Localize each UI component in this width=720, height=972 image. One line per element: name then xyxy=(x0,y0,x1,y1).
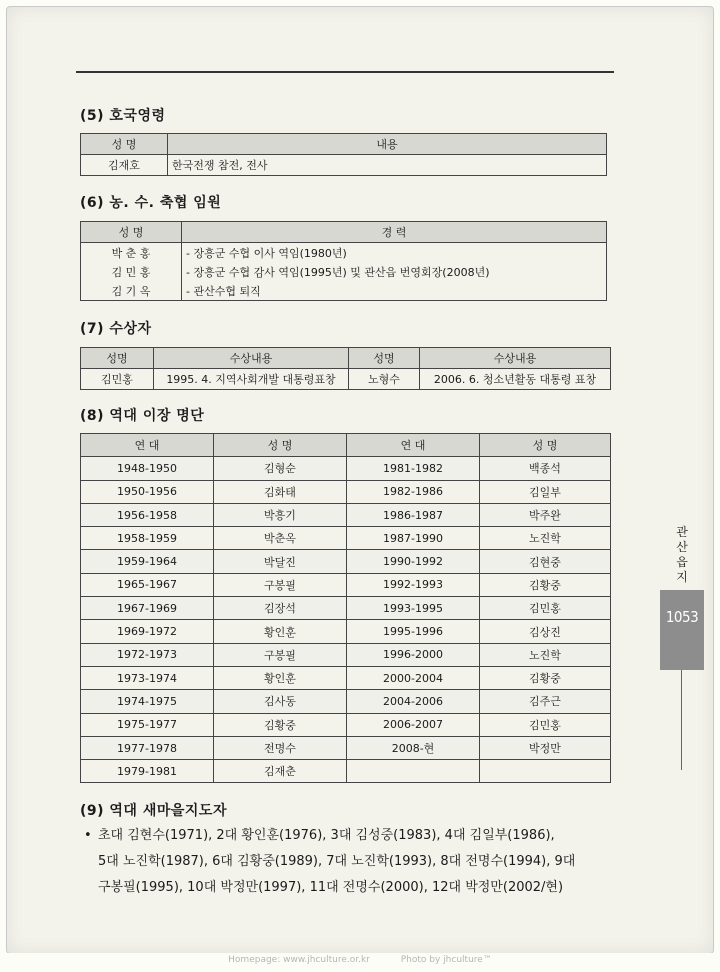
footer-homepage: Homepage: www.jhculture.or.kr xyxy=(228,955,370,965)
cell-period: 1981-1982 xyxy=(347,457,480,480)
section-5-title: (5) 호국영령 xyxy=(80,108,166,124)
cell-period: 1986-1987 xyxy=(347,503,480,526)
table-row xyxy=(81,550,611,573)
page-number-tab xyxy=(660,590,704,670)
cell-name: 박주완 xyxy=(480,503,611,526)
header-rule xyxy=(76,71,614,73)
cell-award: 2006. 6. 청소년활동 대통령 표창 xyxy=(420,369,611,390)
cell-name: 김상진 xyxy=(480,620,611,643)
cell-period: 1967-1969 xyxy=(81,597,214,620)
table-row xyxy=(81,620,611,643)
cell-period: 1977-1978 xyxy=(81,736,214,759)
cell-name: 박 춘 홍 xyxy=(81,243,182,263)
cell-name: 김형순 xyxy=(214,457,347,480)
table-row xyxy=(81,369,611,390)
text-line: • 초대 김현수(1971), 2대 황인훈(1976), 3대 김성중(1983), 4대 김일부(1986), xyxy=(84,823,624,849)
cell-name: 박정만 xyxy=(480,736,611,759)
cell-name: 김민홍 xyxy=(81,369,154,390)
section-9-title: (9) 역대 새마을지도자 xyxy=(80,803,227,819)
section-6-title: (6) 농. 수. 축협 임원 xyxy=(80,195,222,211)
memorial-table xyxy=(80,133,607,176)
cell-name: 김황중 xyxy=(480,666,611,689)
page-number: 1053 xyxy=(665,608,699,626)
col-header-name: 성명 xyxy=(349,348,420,369)
cell-name: 김장석 xyxy=(214,597,347,620)
cell-period: 1948-1950 xyxy=(81,457,214,480)
cell-period xyxy=(347,760,480,783)
cell-name: 전명수 xyxy=(214,736,347,759)
cell-name: 노진학 xyxy=(480,643,611,666)
cell-period: 1996-2000 xyxy=(347,643,480,666)
cell-period: 1992-1993 xyxy=(347,573,480,596)
cell-career: - 장흥군 수협 감사 역임(1995년) 및 관산읍 번영회장(2008년) xyxy=(182,262,607,281)
col-header-period: 연 대 xyxy=(347,434,480,457)
table-row xyxy=(81,690,611,713)
section-8-title: (8) 역대 이장 명단 xyxy=(80,408,205,424)
table-row xyxy=(81,480,611,503)
col-header-name: 성 명 xyxy=(214,434,347,457)
table-row xyxy=(81,243,607,263)
cell-name: 노형수 xyxy=(349,369,420,390)
cell-name: 노진학 xyxy=(480,527,611,550)
table-row xyxy=(81,713,611,736)
cell-period: 1950-1956 xyxy=(81,480,214,503)
cell-name: 김민홍 xyxy=(480,713,611,736)
cell-name: 김재춘 xyxy=(214,760,347,783)
cell-name: 김화태 xyxy=(214,480,347,503)
cell-content: 한국전쟁 참전, 전사 xyxy=(168,155,607,176)
cell-name: 김민홍 xyxy=(480,597,611,620)
book-title-vertical: 관 산 읍 지 xyxy=(676,525,688,584)
cell-period: 1987-1990 xyxy=(347,527,480,550)
col-header-name: 성 명 xyxy=(480,434,611,457)
cell-period: 2008-현 xyxy=(347,736,480,759)
footer xyxy=(0,953,720,972)
table-row xyxy=(81,262,607,281)
cell-name: 김 민 홍 xyxy=(81,262,182,281)
col-header-award: 수상내용 xyxy=(420,348,611,369)
cell-period: 1972-1973 xyxy=(81,643,214,666)
cell-period: 1958-1959 xyxy=(81,527,214,550)
cell-name: 김재호 xyxy=(81,155,168,176)
col-header-name: 성명 xyxy=(81,348,154,369)
cell-award: 1995. 4. 지역사회개발 대통령표창 xyxy=(154,369,349,390)
cell-period: 1995-1996 xyxy=(347,620,480,643)
cell-name: 김현중 xyxy=(480,550,611,573)
col-header-name: 성 명 xyxy=(81,134,168,155)
cell-name: 박달진 xyxy=(214,550,347,573)
cooperative-officers-table xyxy=(80,221,607,301)
cell-period: 1969-1972 xyxy=(81,620,214,643)
table-row xyxy=(81,457,611,480)
cell-name: 김일부 xyxy=(480,480,611,503)
cell-career: - 장흥군 수협 이사 역임(1980년) xyxy=(182,243,607,263)
table-row xyxy=(81,573,611,596)
cell-name: 박흥기 xyxy=(214,503,347,526)
text-line: 구봉필(1995), 10대 박정만(1997), 11대 전명수(2000), 12대 박정만(2002/현) xyxy=(98,880,564,895)
table-row xyxy=(81,643,611,666)
col-header-period: 연 대 xyxy=(81,434,214,457)
cell-period: 1956-1958 xyxy=(81,503,214,526)
table-row xyxy=(81,503,611,526)
cell-name: 황인훈 xyxy=(214,666,347,689)
col-header-content: 내용 xyxy=(168,134,607,155)
table-row xyxy=(81,760,611,783)
section-7-title: (7) 수상자 xyxy=(80,321,152,337)
cell-period: 2004-2006 xyxy=(347,690,480,713)
cell-period: 1975-1977 xyxy=(81,713,214,736)
bullet: • xyxy=(84,828,92,843)
cell-name: 박춘옥 xyxy=(214,527,347,550)
cell-period: 1979-1981 xyxy=(81,760,214,783)
cell-name: 구봉필 xyxy=(214,573,347,596)
cell-name: 김황중 xyxy=(214,713,347,736)
cell-period: 1974-1975 xyxy=(81,690,214,713)
cell-name: 김주근 xyxy=(480,690,611,713)
cell-name: 김 기 옥 xyxy=(81,281,182,301)
cell-period: 2006-2007 xyxy=(347,713,480,736)
cell-period: 1973-1974 xyxy=(81,666,214,689)
table-row xyxy=(81,155,607,176)
footer-photo: Photo by jhculture™ xyxy=(400,955,492,965)
col-header-name: 성 명 xyxy=(81,222,182,243)
cell-name xyxy=(480,760,611,783)
cell-period: 1959-1964 xyxy=(81,550,214,573)
cell-period: 1965-1967 xyxy=(81,573,214,596)
table-row xyxy=(81,281,607,301)
cell-name: 김황중 xyxy=(480,573,611,596)
village-chief-table xyxy=(80,433,611,783)
cell-period: 1993-1995 xyxy=(347,597,480,620)
table-row xyxy=(81,527,611,550)
sidebar-line xyxy=(681,670,682,770)
cell-period: 1982-1986 xyxy=(347,480,480,503)
cell-career: - 관산수협 퇴직 xyxy=(182,281,607,301)
cell-period: 2000-2004 xyxy=(347,666,480,689)
table-row xyxy=(81,666,611,689)
table-row xyxy=(81,736,611,759)
cell-name: 김사동 xyxy=(214,690,347,713)
table-row xyxy=(81,597,611,620)
cell-period: 1990-1992 xyxy=(347,550,480,573)
award-table xyxy=(80,347,611,390)
cell-name: 구봉필 xyxy=(214,643,347,666)
col-header-career: 경 력 xyxy=(182,222,607,243)
cell-name: 백종석 xyxy=(480,457,611,480)
saemaul-leaders-text xyxy=(84,823,624,901)
cell-name: 황인훈 xyxy=(214,620,347,643)
col-header-award: 수상내용 xyxy=(154,348,349,369)
text-line: 5대 노진학(1987), 6대 김황중(1989), 7대 노진학(1993), 8대 전명수(1994), 9대 xyxy=(98,854,576,869)
